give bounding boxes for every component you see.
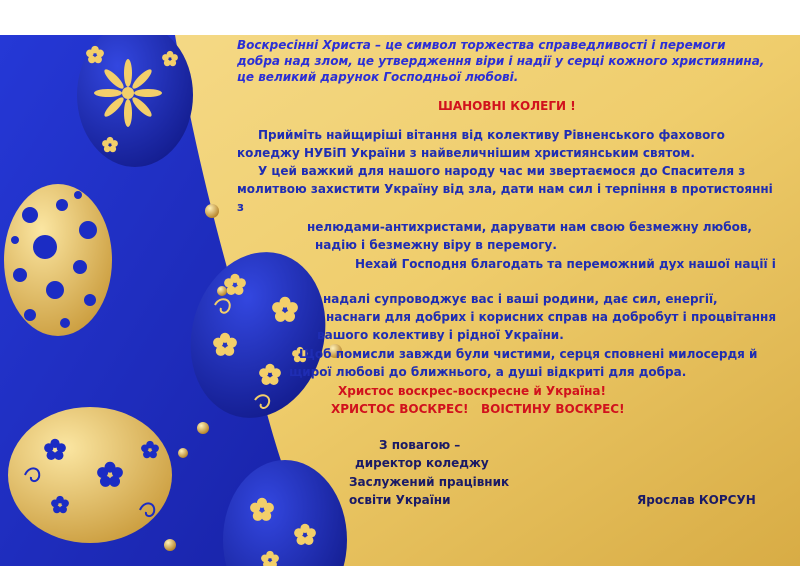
salutation: ШАНОВНІ КОЛЕГИ ! bbox=[438, 99, 576, 113]
greeting-line-2: ХРИСТОС ВОСКРЕС! ВОІСТИНУ ВОСКРЕС! bbox=[331, 402, 625, 416]
body-line: молитвою захистити Україну від зла, дати нам сил і терпіння в протистоянні bbox=[237, 182, 773, 196]
body-line: Прийміть найщиріші вітання від колективу Рівненського фахового bbox=[258, 128, 725, 142]
signature-name: Ярослав КОРСУН bbox=[637, 493, 756, 507]
intro-line-2: добра над злом, це утвердження віри і надії у серці кожного християнина, bbox=[237, 54, 765, 68]
body-line: У цей важкий для нашого народу час ми звертаємося до Спасителя з bbox=[258, 164, 746, 178]
body-line: нелюдами-антихристами, дарувати нам свою безмежну любов, bbox=[307, 220, 752, 234]
intro-line-1: Воскресінні Христа – це символ торжества справедливості і перемоги bbox=[237, 38, 726, 52]
intro-line-3: це великий дарунок Господньої любові. bbox=[237, 70, 519, 84]
body-line: надію і безмежну віру в перемогу. bbox=[315, 238, 557, 252]
body-line: вашого колективу і рідної України. bbox=[317, 328, 564, 342]
body-line: з bbox=[237, 200, 244, 214]
signature-line: Заслужений працівник bbox=[349, 475, 510, 489]
body-line: коледжу НУБіП України з найвеличнішим християнським святом. bbox=[237, 146, 695, 160]
body-line: Нехай Господня благодать та переможний дух нашої нації і bbox=[355, 257, 776, 271]
gold-flower-egg bbox=[8, 407, 172, 543]
body-line: наснаги для добрих і корисних справ на добробут і процвітання bbox=[326, 310, 777, 324]
gold-dotted-egg bbox=[4, 184, 112, 336]
easter-greeting-card bbox=[0, 35, 800, 566]
body-line: Щоб помисли завжди були чистими, серця сповнені милосердя й bbox=[299, 347, 758, 361]
signature-line: директор коледжу bbox=[355, 456, 489, 470]
signature-line: освіти України bbox=[349, 493, 451, 507]
greeting-line-1: Христос воскрес-воскресне й Україна! bbox=[338, 384, 606, 398]
body-line: надалі супроводжує вас і ваші родини, дає сил, енергії, bbox=[323, 292, 718, 306]
signature-line: З повагою – bbox=[379, 438, 461, 452]
body-line: щирої любові до ближнього, а душі відкриті для добра. bbox=[289, 365, 687, 379]
